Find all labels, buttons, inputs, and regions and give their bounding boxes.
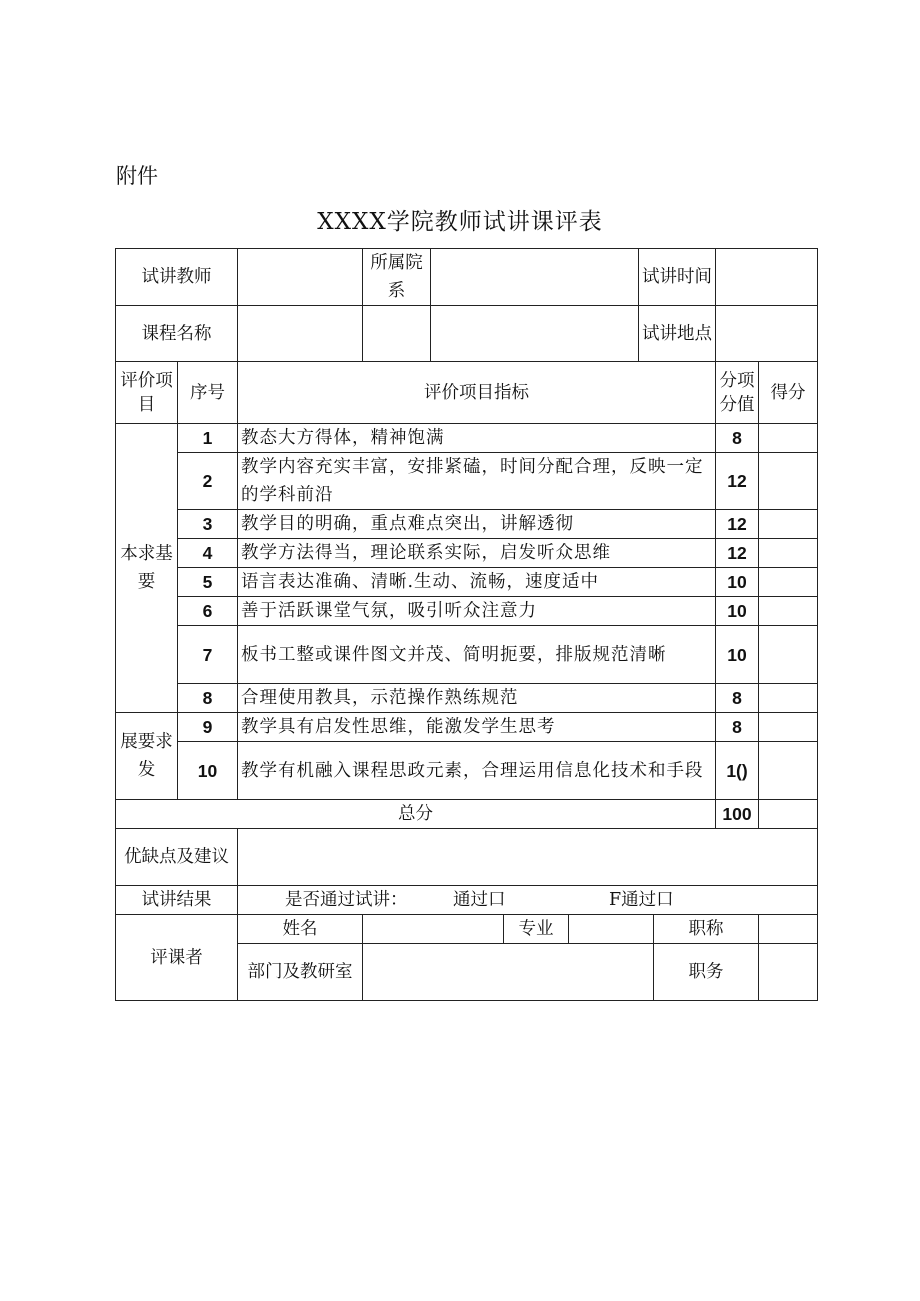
item-seq: 5 xyxy=(178,568,238,597)
group-advanced-label: 展要求发 xyxy=(116,713,178,800)
reviewer-title-field[interactable] xyxy=(759,915,818,944)
item-seq: 9 xyxy=(178,713,238,742)
item-value: 10 xyxy=(716,568,759,597)
suggestion-label: 优缺点及建议 xyxy=(116,829,238,886)
item-seq: 4 xyxy=(178,539,238,568)
result-question: 是否通过试讲： xyxy=(285,890,408,910)
item-indicator: 教学有机融入课程思政元素，合理运用信息化技术和手段 xyxy=(238,742,716,800)
reviewer-name-label: 姓名 xyxy=(238,915,363,944)
evaluation-table xyxy=(115,248,818,1001)
seq-header: 序号 xyxy=(178,362,238,424)
course-value[interactable] xyxy=(238,306,363,362)
item-value: 10 xyxy=(716,626,759,684)
reviewer-name-field[interactable] xyxy=(363,915,504,944)
item-seq: 1 xyxy=(178,424,238,453)
score-header: 得分 xyxy=(759,362,818,424)
item-score-cell[interactable] xyxy=(759,713,818,742)
total-value: 100 xyxy=(716,800,759,829)
time-value[interactable] xyxy=(716,249,818,306)
indicator-header: 评价项目指标 xyxy=(238,362,716,424)
item-indicator: 语言表达准确、清晰.生动、流畅，速度适中 xyxy=(238,568,716,597)
item-seq: 10 xyxy=(178,742,238,800)
item-score-cell[interactable] xyxy=(759,597,818,626)
result-label: 试讲结果 xyxy=(116,886,238,915)
item-seq: 2 xyxy=(178,453,238,510)
item-score-cell[interactable] xyxy=(759,510,818,539)
item-indicator: 教学方法得当，理论联系实际，启发听众思维 xyxy=(238,539,716,568)
item-score-cell[interactable] xyxy=(759,539,818,568)
item-value: 12 xyxy=(716,510,759,539)
item-score-cell[interactable] xyxy=(759,742,818,800)
item-indicator: 教学内容充实丰富，安排紧磕，时间分配合理，反映一定的学科前沿 xyxy=(238,453,716,510)
total-label: 总分 xyxy=(116,800,716,829)
reviewer-title-label: 职称 xyxy=(654,915,759,944)
item-indicator: 合理使用教具，示范操作熟练规范 xyxy=(238,684,716,713)
item-value: 8 xyxy=(716,684,759,713)
item-seq: 8 xyxy=(178,684,238,713)
item-value: 8 xyxy=(716,713,759,742)
item-seq: 6 xyxy=(178,597,238,626)
item-indicator: 教学目的明确，重点难点突出，讲解透彻 xyxy=(238,510,716,539)
total-score-cell[interactable] xyxy=(759,800,818,829)
teacher-label: 试讲教师 xyxy=(116,249,238,306)
item-indicator: 善于活跃课堂气氛，吸引听众注意力 xyxy=(238,597,716,626)
college-label: 所属院系 xyxy=(363,249,431,306)
reviewer-major-field[interactable] xyxy=(569,915,654,944)
item-seq: 7 xyxy=(178,626,238,684)
item-indicator: 教态大方得体，精神饱满 xyxy=(238,424,716,453)
course-extra-cell[interactable] xyxy=(363,306,431,362)
score-value-header: 分项分值 xyxy=(716,362,759,424)
item-value: 10 xyxy=(716,597,759,626)
item-value: 12 xyxy=(716,453,759,510)
reviewer-label: 评课者 xyxy=(116,915,238,1001)
item-indicator: 板书工整或课件图文并茂、简明扼要，排版规范清晰 xyxy=(238,626,716,684)
reviewer-dept-field[interactable] xyxy=(363,944,654,1001)
item-value: 12 xyxy=(716,539,759,568)
category-header: 评价项目 xyxy=(116,362,178,424)
course-label: 课程名称 xyxy=(116,306,238,362)
reviewer-position-label: 职务 xyxy=(654,944,759,1001)
attachment-label: 附件 xyxy=(116,164,158,188)
suggestion-field[interactable] xyxy=(238,829,818,886)
reviewer-dept-label: 部门及教研室 xyxy=(238,944,363,1001)
fail-option[interactable]: F通过口 xyxy=(609,890,674,910)
place-value[interactable] xyxy=(716,306,818,362)
item-indicator: 教学具有启发性思维，能激发学生思考 xyxy=(238,713,716,742)
college-value[interactable] xyxy=(431,249,639,306)
item-score-cell[interactable] xyxy=(759,453,818,510)
time-label: 试讲时间 xyxy=(639,249,716,306)
item-value: 1() xyxy=(716,742,759,800)
course-value-2[interactable] xyxy=(431,306,639,362)
item-score-cell[interactable] xyxy=(759,424,818,453)
group-basic-label: 本求基要 xyxy=(116,424,178,713)
form-title: XXXX学院教师试讲课评表 xyxy=(317,209,603,235)
item-seq: 3 xyxy=(178,510,238,539)
item-score-cell[interactable] xyxy=(759,684,818,713)
pass-option[interactable]: 通过口 xyxy=(453,890,506,910)
item-value: 8 xyxy=(716,424,759,453)
teacher-value[interactable] xyxy=(238,249,363,306)
item-score-cell[interactable] xyxy=(759,626,818,684)
item-score-cell[interactable] xyxy=(759,568,818,597)
reviewer-major-label: 专业 xyxy=(504,915,569,944)
reviewer-position-field[interactable] xyxy=(759,944,818,1001)
place-label: 试讲地点 xyxy=(639,306,716,362)
